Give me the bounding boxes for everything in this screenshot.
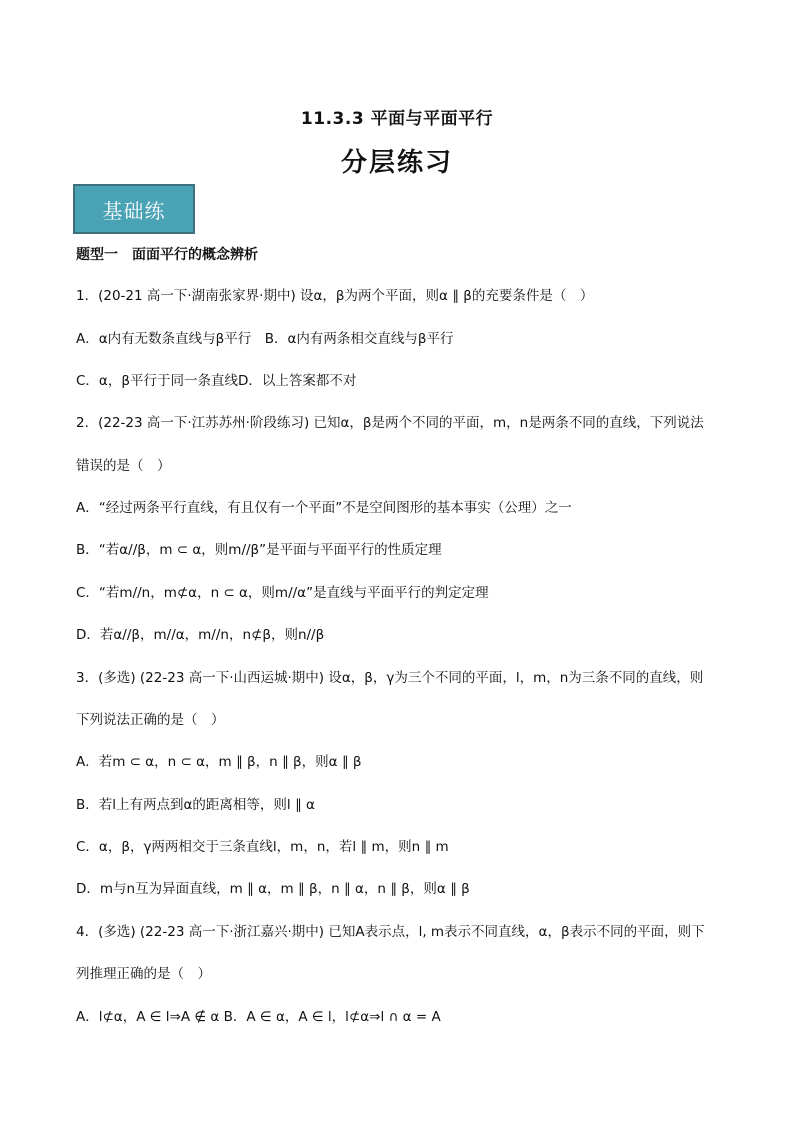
page-title: 11.3.3 平面与平面平行 bbox=[300, 109, 494, 129]
question-2-option-b: B．“若α//β，m ⊂ α，则m//β”是平面与平面平行的性质定理 bbox=[76, 542, 442, 558]
question-4-option-ab: A．l⊄α，A ∈ l⇒A ∉ α B．A ∈ α，A ∈ l，l⊄α⇒l ∩ α = A bbox=[76, 1009, 441, 1025]
question-2-stem-cont: 错误的是（ ） bbox=[76, 458, 171, 474]
topic-heading: 题型一 面面平行的概念辨析 bbox=[76, 247, 258, 263]
question-2-option-a: A．“经过两条平行直线，有且仅有一个平面”不是空间图形的基本事实（公理）之一 bbox=[76, 500, 572, 516]
question-3-option-a: A．若m ⊂ α，n ⊂ α，m ∥ β，n ∥ β，则α ∥ β bbox=[76, 754, 362, 770]
section-badge-label: 基础练 bbox=[102, 198, 166, 223]
question-4-stem: 4．(多选) (22-23 高一下·浙江嘉兴·期中) 已知A表示点，l, m表示不同直线，α，β表示不同的平面，则下 bbox=[76, 924, 705, 940]
question-3-option-b: B．若l上有两点到α的距离相等，则l ∥ α bbox=[76, 797, 315, 813]
question-3-stem-cont: 下列说法正确的是（ ） bbox=[76, 712, 225, 728]
section-badge bbox=[73, 184, 195, 234]
page-subtitle: 分层练习 bbox=[340, 148, 453, 178]
question-1-stem: 1．(20-21 高一下·湖南张家界·期中) 设α，β为两个平面，则α ∥ β的充要条件是（ ） bbox=[76, 288, 594, 304]
question-4-stem-cont: 列推理正确的是（ ） bbox=[76, 966, 211, 982]
question-3-option-d: D．m与n互为异面直线，m ∥ α，m ∥ β，n ∥ α，n ∥ β，则α ∥ β bbox=[76, 881, 470, 897]
question-3-stem: 3．(多选) (22-23 高一下·山西运城·期中) 设α，β，γ为三个不同的平面，l，m，n为三条不同的直线，则 bbox=[76, 670, 704, 686]
question-1-option-line-2: C．α，β平行于同一条直线D．以上答案都不对 bbox=[76, 373, 357, 389]
question-3-option-c: C．α，β，γ两两相交于三条直线l，m，n，若l ∥ m，则n ∥ m bbox=[76, 839, 449, 855]
question-2-option-c: C．“若m//n，m⊄α，n ⊂ α，则m//α”是直线与平面平行的判定定理 bbox=[76, 585, 489, 601]
question-2-option-d: D．若α//β，m//α，m//n，n⊄β，则n//β bbox=[76, 627, 325, 643]
question-1-option-line-1: A．α内有无数条直线与β平行 B．α内有两条相交直线与β平行 bbox=[76, 331, 454, 347]
question-2-stem: 2．(22-23 高一下·江苏苏州·阶段练习) 已知α，β是两个不同的平面，m，n是两条不同的直线，下列说法 bbox=[76, 415, 704, 431]
